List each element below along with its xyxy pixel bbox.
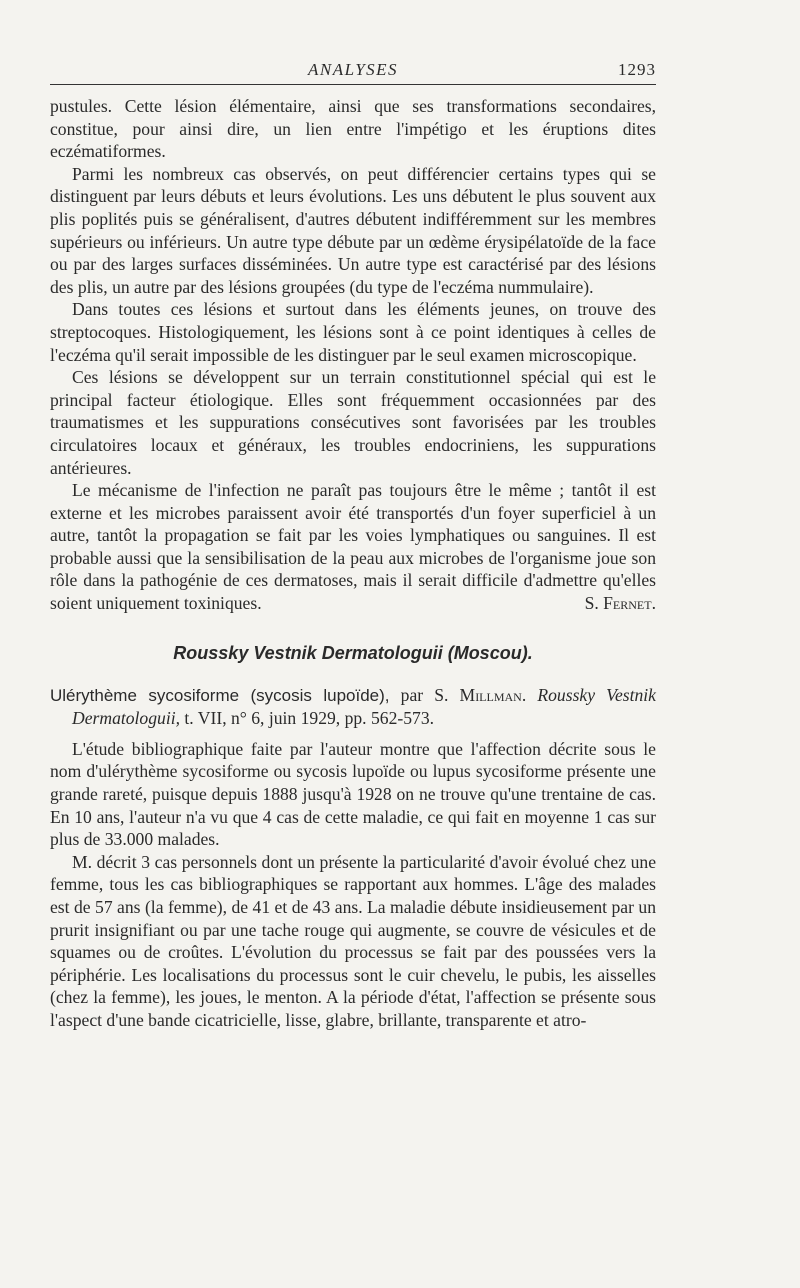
paragraph: Le mécanisme de l'infection ne paraît pas toujours être le même ; tantôt il est externe et les microbes paraissent avoir été transportés d'un foyer superficiel à un autre, tantôt la propagation se fait par les voies lymphatiques ou sanguines. Il est probable aussi que la sensibilisation de la peau aux microbes de l'organisme joue son rôle dans la pathogénie de ces dermatoses, mais il serait difficile d'admettre qu'elles soient uniquement toxiniques.	[50, 480, 656, 614]
paragraph: Dans toutes ces lésions et surtout dans les éléments jeunes, on trouve des streptocoques. Histologiquement, les lésions sont à ce point identiques à celles de l'eczéma qu'il serait impossible de les distinguer par le seul examen microscopique.	[50, 299, 656, 365]
paragraph: Parmi les nombreux cas observés, on peut différencier certains types qui se distinguent par leurs débuts et leurs évolutions. Les uns débutent le plus souvent aux plis poplités puis se généralisent, d'autres débutent indifféremment sur les membres supérieurs ou inférieurs. Un autre type débute par un œdème érysipélatoïde de la face ou par des larges surfaces disséminées. Un autre type est caractérisé par des lésions des plis, un autre par des lésions groupées (du type de l'eczéma nummulaire).	[50, 163, 656, 297]
page	[50, 56, 656, 1032]
running-title: ANALYSES	[307, 60, 399, 79]
paragraph-with-signature	[50, 479, 656, 615]
article-author: Millman.	[459, 684, 527, 705]
paragraph: pustules. Cette lésion élémentaire, ainsi que ses transformations secondaires, constitue, pour ainsi dire, un lien entre l'impétigo et les éruptions dites eczématiformes.	[50, 96, 656, 162]
article	[50, 684, 656, 1032]
section-heading: Roussky Vestnik Dermatologuii (Moscou).	[173, 642, 533, 663]
paragraph: M. décrit 3 cas personnels dont un présente la particularité d'avoir évolué chez une femme, tous les cas bibliographiques se rapportant aux hommes. L'âge des malades est de 57 ans (la femme), de 41 et de 43 ans. La maladie débute insidieusement par un prurit insignifiant ou par une tache rouge qui augmente, se couvre de vésicules et de squames ou de croûtes. L'évolution du processus se fait par des poussées vers la périphérie. Les localisations du processus sont le cuir chevelu, le pubis, les aisselles (chez la femme), les joues, le menton. A la période d'état, l'affection se présente sous l'aspect d'une bande cicatricielle, lisse, glabre, brillante, transparente et atro-	[50, 851, 656, 1030]
paragraph: Ces lésions se développent sur un terrain constitutionnel spécial qui est le principal facteur étiologique. Elles sont fréquemment occasionnées par des traumatismes et les suppurations consécutives sont favorisées par les troubles circulatoires locaux et généraux, les troubles endocriniens, les suppurations antérieures.	[50, 367, 656, 478]
article-title: Ulérythème sycosiforme (sycosis lupoïde),	[50, 685, 390, 705]
article-journal: Roussky Vestnik Dermatologuii,	[72, 684, 656, 729]
article-by: par S.	[400, 684, 449, 705]
signature	[563, 592, 656, 615]
running-header	[50, 56, 656, 85]
article-reference	[50, 684, 656, 730]
article-citation: t. VII, n° 6, juin 1929, pp. 562-573.	[184, 708, 435, 729]
signature-name: S. Fernet.	[584, 593, 656, 614]
page-number: 1293	[618, 60, 656, 79]
paragraph: L'étude bibliographique faite par l'auteur montre que l'affection décrite sous le nom d'ulérythème sycosiforme ou sycosis lupoïde ou lupus sycosiforme présente une grande rareté, puisque depuis 1888 jusqu'à 1928 on ne trouve qu'une trentaine de cas. En 10 ans, l'auteur n'a vu que 4 cas de cette maladie, ce qui fait en moyenne 1 cas sur plus de 33.000 malades.	[50, 738, 656, 850]
review-body	[50, 95, 656, 615]
